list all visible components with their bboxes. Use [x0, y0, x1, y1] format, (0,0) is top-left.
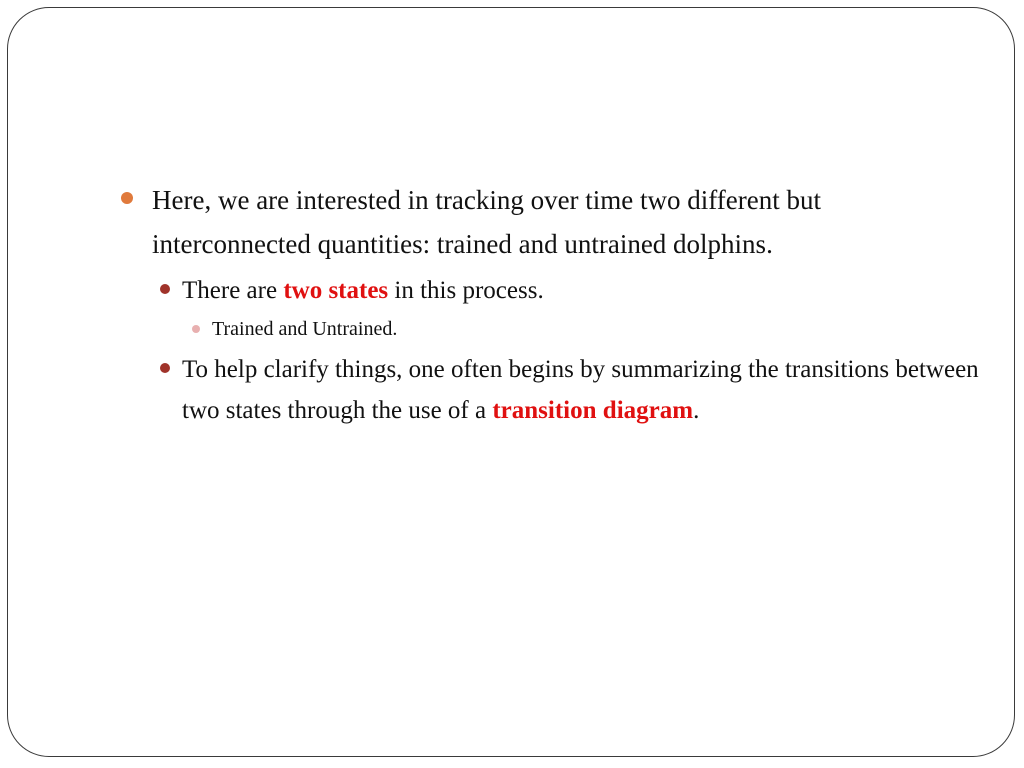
bullet-text: Here, we are interested in tracking over time two different but interconnected quantities: trained and untrained dolphins.: [152, 185, 821, 259]
emphasized-text: transition diagram: [492, 397, 694, 424]
bullet-text: in this process.: [388, 277, 544, 304]
bullet-dot-icon: [192, 325, 200, 333]
bullet-item-level2: [152, 270, 980, 311]
bullet-item-level2: [152, 349, 980, 431]
bullet-text: To help clarify things, one often begins by summarizing the transitions between two states through the use of a: [182, 356, 979, 424]
slide-body: [120, 178, 980, 431]
bullet-text: .: [693, 397, 700, 424]
bullet-dot-icon: [160, 363, 170, 373]
bullet-item-level3: [182, 313, 980, 345]
emphasized-text: two states: [283, 277, 389, 304]
bullet-dot-icon: [160, 284, 170, 294]
bullet-item-level1: [120, 178, 980, 266]
bullet-text: Trained and Untrained.: [212, 318, 398, 340]
slide-frame: [7, 7, 1015, 757]
bullet-dot-icon: [121, 192, 133, 204]
bullet-text: There are: [182, 277, 284, 304]
